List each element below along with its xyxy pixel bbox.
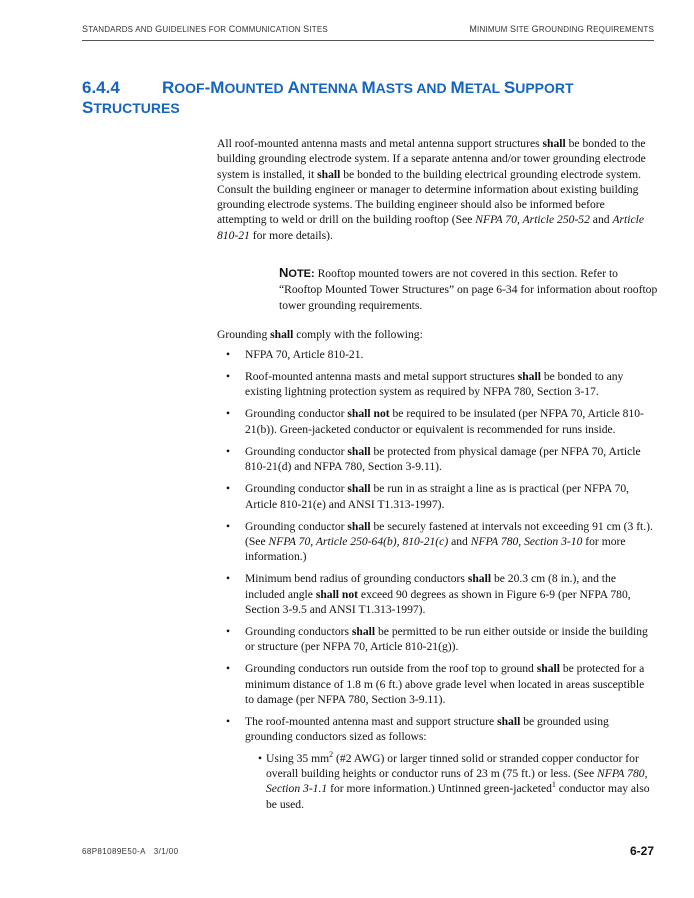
title-part: OUNTED — [224, 80, 288, 96]
list-item: • NFPA 70, Article 810-21. — [226, 348, 364, 361]
list-item: • Roof-mounted antenna masts and metal support structures shall be bonded to any existing lightning protection system as required by NFPA 780, Section 3-17. — [226, 370, 624, 399]
running-header-right — [469, 24, 654, 34]
title-part: M — [450, 78, 465, 97]
title-part: UPPORT — [515, 80, 574, 96]
header-left-part: ITES — [309, 25, 328, 34]
note-box — [279, 265, 659, 313]
title-part: ETAL — [464, 80, 504, 96]
sub-list-item: • Using 35 $mm^2$ (#2 AWG) or larger tinned solid or stranded copper conductor for overall building heights or conductor runs of 23 m (75 ft.) or less. (See NFPA 780, Section 3-1.1 for more information.) Untinned green-jacketed$^1$ conductor may also be used. — [258, 749, 650, 811]
header-right-part: R — [586, 24, 594, 34]
footer-doc-info — [82, 847, 178, 856]
title-part: S — [82, 98, 94, 117]
note-text: Rooftop mounted towers are not covered in this section. Refer to “Rooftop Mounted Tower Structures” on page 6-34 for information about rooftop tower grounding requirements. — [279, 267, 658, 312]
header-right-part: M — [469, 24, 478, 34]
title-part: A — [287, 78, 300, 97]
intro-paragraph: All roof-mounted antenna masts and metal antenna support structures shall be bonded to the building grounding electrode system. If a separate antenna and/or tower grounding electrode system is installed, it shall be bonded to the building electrical grounding electrode system. Consult the building engineer or manager to determine information about existing building grounding electrode systems. The building engineer should also be informed before attempting to weld or drill on the building rooftop (See NFPA 70, Article 250-52 and Article 810-21 for more details). — [217, 137, 646, 242]
emphasis-shall: shall — [317, 167, 341, 181]
header-left-part: OMMUNICATION — [235, 25, 304, 34]
list-item: • Grounding conductors run outside from the roof top to ground shall be protected for a minimum distance of 1.8 m (6 ft.) above grade level when located in areas susceptible to damage (per NFPA 780, Section 3-9.11). — [226, 662, 645, 707]
list-item: • Grounding conductor shall be run in as straight a line as is practical (per NFPA 70, Article 810-21(e) and ANSI T1.313-1997). — [226, 482, 630, 511]
section-number: 6.4.4 — [82, 78, 120, 97]
header-left-part: S — [82, 24, 89, 34]
list-item: • Grounding conductor shall be securely fastened at intervals not exceeding 91 cm (3 ft.). (See NFPA 70, Article 250-64(b), 810-21(c) and NFPA 780, Section 3-10 for more information.) — [226, 519, 653, 564]
page-number: 6-27 — [629, 844, 654, 858]
header-right-part: EQUIREMENTS — [593, 25, 654, 34]
reference: NFPA 70, Article 250-52 — [475, 213, 590, 227]
list-item: • Grounding conductors shall be permitted to be run either outside or inside the building or structure (per NFPA 70, Article 810-21(g)). — [226, 625, 648, 654]
section-heading — [82, 78, 662, 118]
running-header-left — [82, 24, 328, 34]
title-part: OOF — [174, 80, 205, 96]
title-part: TRUCTURES — [93, 100, 180, 116]
header-right-part: S — [509, 24, 517, 34]
list-item: • Grounding conductor shall be protected from physical damage (per NFPA 70, Article 810-21(d) and NFPA 780, Section 3-9.11). — [226, 444, 641, 474]
lead-in-sentence: Grounding shall comply with the following: — [217, 328, 423, 341]
title-part: S — [503, 78, 516, 97]
reference: Article 810-21 — [217, 213, 645, 242]
doc-id: 68P81089E50-A — [82, 847, 146, 856]
list-item: • Minimum bend radius of grounding conductors shall be 20.3 cm (8 in.), and the included angle shall not exceed 90 degrees as shown in Figure 6-9 (per NFPA 780, Section 3-9.5 and ANSI T1.313-1997). — [226, 572, 631, 616]
title-part: NTENNA — [299, 80, 362, 96]
doc-date: 3/1/00 — [153, 847, 179, 856]
header-right-part: INIMUM — [477, 25, 510, 34]
header-left-part: G — [155, 24, 163, 34]
title-part: ASTS AND — [375, 80, 451, 96]
emphasis-shall: shall — [542, 137, 566, 150]
header-left-part: S — [303, 24, 310, 34]
title-part: R — [162, 78, 175, 97]
title-part: -M — [204, 78, 225, 97]
title-part: M — [361, 78, 376, 97]
list-item: • Grounding conductor shall not be required to be insulated (per NFPA 70, Article 810-21(b)). Green-jacketed conductor or equivalent is recommended for runs inside. — [226, 407, 644, 436]
note-label: NOTE: — [279, 265, 315, 280]
header-right-part: ITE — [516, 25, 532, 34]
header-left-part: TANDARDS AND — [88, 25, 156, 34]
list-item: • The roof-mounted antenna mast and support structure shall be grounded using grounding conductors sized as follows: • Using 35 $mm^2$ (#2 AWG) or larger tinned solid or stranded copper conductor for overall building heights or conductor runs of 23 m (75 ft.) or less. (See NFPA 780, Section 3-1.1 for more information.) Untinned green-jacketed$^1$ conductor may also be used. — [217, 714, 654, 812]
header-left-part: UIDELINES FOR — [162, 25, 229, 34]
header-left-part: C — [228, 24, 236, 34]
header-right-part: ROUNDING — [538, 25, 587, 34]
requirements-list — [217, 347, 654, 819]
sub-list — [245, 751, 654, 812]
header-rule — [82, 40, 654, 41]
header-right-part: G — [531, 24, 539, 34]
footnote-marker: 1 — [551, 780, 556, 790]
